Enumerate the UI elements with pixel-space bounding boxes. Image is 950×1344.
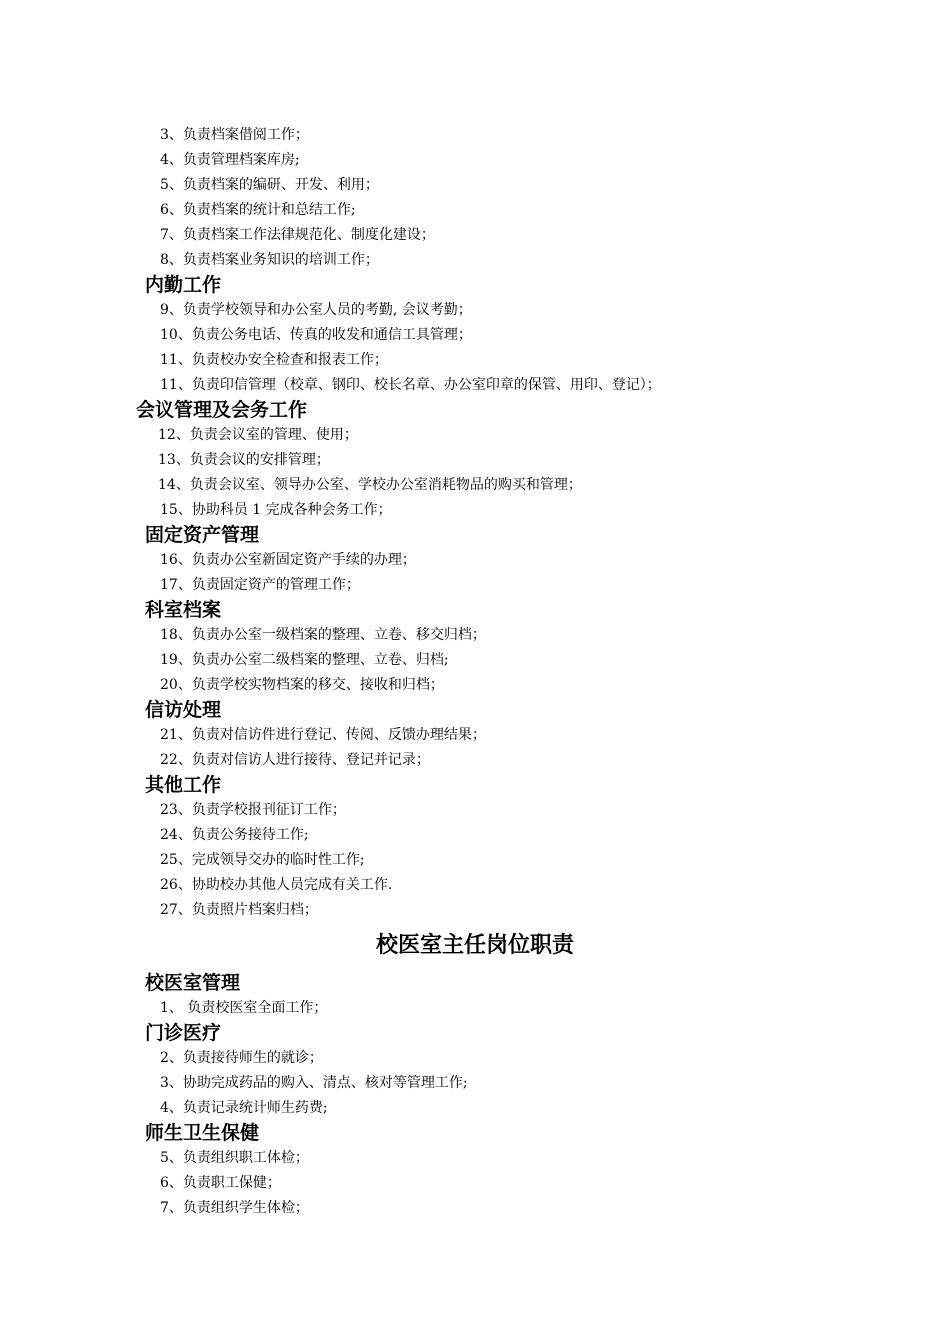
list-item: 5、负责组织职工体检； (160, 1150, 309, 1166)
list-item: 1、 负责校医室全面工作； (160, 1000, 328, 1016)
list-item: 20、负责学校实物档案的移交、接收和归档； (160, 677, 444, 693)
list-item: 7、负责档案工作法律规范化、制度化建设； (160, 227, 435, 243)
section-heading: 内勤工作 (145, 274, 222, 296)
list-item: 3、负责档案借阅工作； (160, 127, 309, 143)
list-item: 4、负责记录统计师生药费; (160, 1100, 328, 1116)
list-item: 6、负责档案的统计和总结工作; (160, 202, 356, 218)
list-item: 15、协助科员 1 完成各种会务工作； (160, 502, 392, 518)
list-item: 11、负责印信管理（校章、钢印、校长名章、办公室印章的保管、用印、登记）； (160, 377, 661, 393)
section-heading: 会议管理及会务工作 (136, 399, 308, 421)
list-item: 11、负责校办安全检查和报表工作； (160, 352, 388, 368)
list-item: 8、负责档案业务知识的培训工作； (160, 252, 379, 268)
list-item: 22、负责对信访人进行接待、登记并记录； (160, 752, 430, 768)
list-item: 27、负责照片档案归档； (160, 902, 318, 918)
list-item: 23、负责学校报刊征订工作； (160, 802, 346, 818)
list-item: 6、负责职工保健； (160, 1175, 281, 1191)
page-title: 校医室主任岗位职责 (375, 933, 574, 958)
list-item: 21、负责对信访件进行登记、传阅、反馈办理结果； (160, 727, 486, 743)
list-item: 13、负责会议的安排管理； (158, 452, 330, 468)
list-item: 16、负责办公室新固定资产手续的办理； (160, 552, 416, 568)
list-item: 3、协助完成药品的购入、清点、核对等管理工作; (160, 1075, 468, 1091)
list-item: 19、负责办公室二级档案的整理、立卷、归档; (160, 652, 449, 668)
list-item: 4、负责管理档案库房; (160, 152, 300, 168)
list-item: 14、负责会议室、领导办公室、学校办公室消耗物品的购买和管理； (158, 477, 582, 493)
section-heading: 其他工作 (145, 774, 222, 796)
section-heading: 师生卫生保健 (145, 1122, 260, 1144)
list-item: 25、完成领导交办的临时性工作; (160, 852, 365, 868)
list-item: 9、负责学校领导和办公室人员的考勤, 会议考勤； (160, 302, 472, 318)
list-item: 7、负责组织学生体检； (160, 1200, 309, 1216)
list-item: 12、负责会议室的管理、使用； (158, 427, 358, 443)
list-item: 17、负责固定资产的管理工作； (160, 577, 360, 593)
list-item: 24、负责公务接待工作; (160, 827, 309, 843)
section-heading: 固定资产管理 (145, 524, 260, 546)
section-heading: 信访处理 (145, 699, 222, 721)
list-item: 5、负责档案的编研、开发、利用； (160, 177, 379, 193)
list-item: 2、负责接待师生的就诊； (160, 1050, 323, 1066)
section-heading: 科室档案 (145, 599, 222, 621)
list-item: 26、协助校办其他人员完成有关工作. (160, 877, 393, 893)
list-item: 10、负责公务电话、传真的收发和通信工具管理； (160, 327, 472, 343)
list-item: 18、负责办公室一级档案的整理、立卷、移交归档； (160, 627, 486, 643)
section-heading: 门诊医疗 (145, 1022, 222, 1044)
section-heading: 校医室管理 (145, 972, 241, 994)
